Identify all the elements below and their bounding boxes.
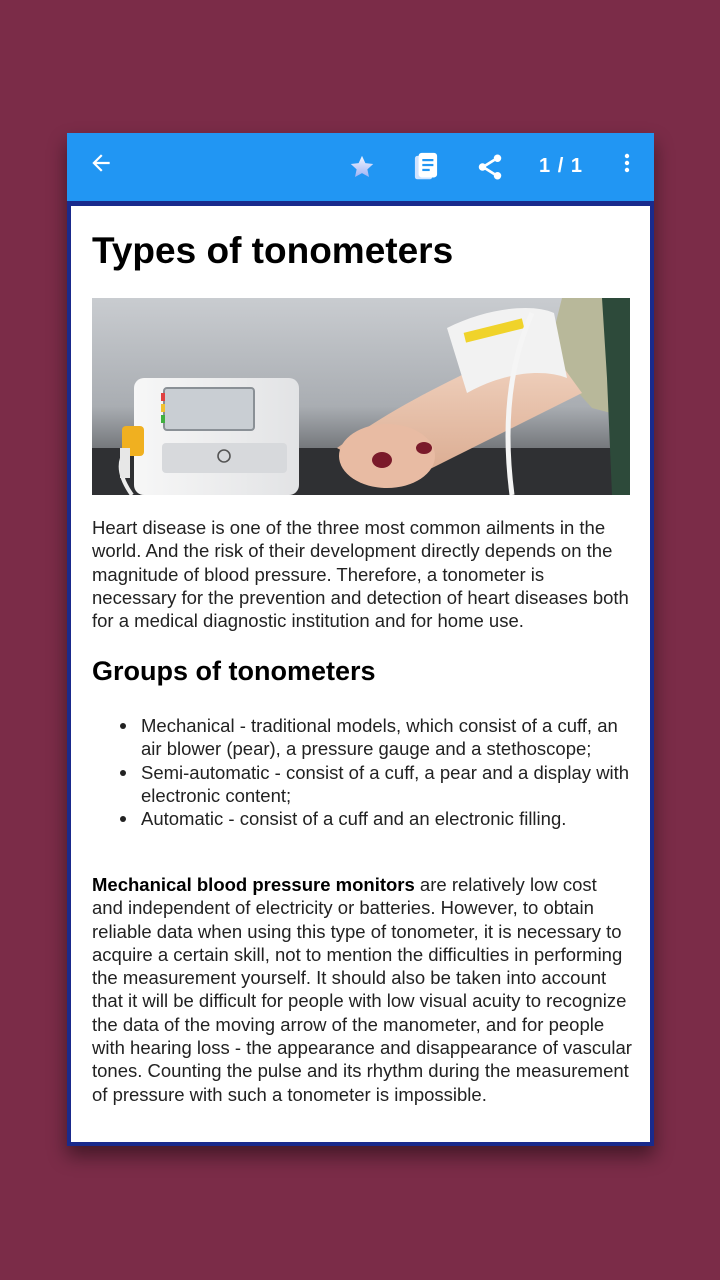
mechanical-bold-text: Mechanical blood pressure monitors [92, 874, 415, 895]
more-vert-icon [615, 150, 639, 176]
arrow-back-icon [88, 150, 114, 176]
app-toolbar [67, 133, 654, 201]
groups-list [92, 714, 632, 830]
mechanical-body-text: are relatively low cost and independent of electricity or batteries. However, to obtain reliable data when using this type of tonometer, it is necessary to acquire a certain skill, not to mention the difficulties in performing the measurement yourself. It should also be taken into account that it will be difficult for people with low visual acuity to recognize the data of the moving arrow of the manometer, and for people with hearing loss - the appearance and disappearance of vascular tones. Counting the pulse and its rhythm during the measurement of pressure with such a tonometer is impossible. [92, 874, 632, 1105]
star-icon [348, 153, 376, 181]
list-item: Automatic - consist of a cuff and an electronic filling. [141, 807, 632, 830]
blood-pressure-monitor-photo [92, 298, 630, 495]
share-button[interactable] [468, 145, 512, 189]
page-counter: 1 / 1 [539, 155, 583, 177]
share-icon [475, 152, 505, 182]
list-item: Semi-automatic - consist of a cuff, a pear and a display with electronic content; [141, 761, 632, 808]
document-button[interactable] [404, 145, 448, 189]
article-title: Types of tonometers [92, 230, 454, 271]
favorite-button[interactable] [340, 145, 384, 189]
list-item: Mechanical - traditional models, which consist of a cuff, an air blower (pear), a pressure gauge and a stethoscope; [141, 714, 632, 761]
groups-heading: Groups of tonometers [92, 656, 376, 686]
document-icon [411, 151, 441, 183]
intro-paragraph: Heart disease is one of the three most common ailments in the world. And the risk of their development directly depends on the magnitude of blood pressure. Therefore, a tonometer is necessary for the prevention and detection of heart diseases both for a medical diagnostic institution and for home use. [92, 517, 629, 632]
mechanical-paragraph [92, 873, 632, 1106]
back-button[interactable] [79, 141, 123, 185]
more-options-button[interactable] [605, 141, 649, 185]
article-content[interactable] [71, 206, 650, 1142]
article-card [67, 133, 654, 1146]
